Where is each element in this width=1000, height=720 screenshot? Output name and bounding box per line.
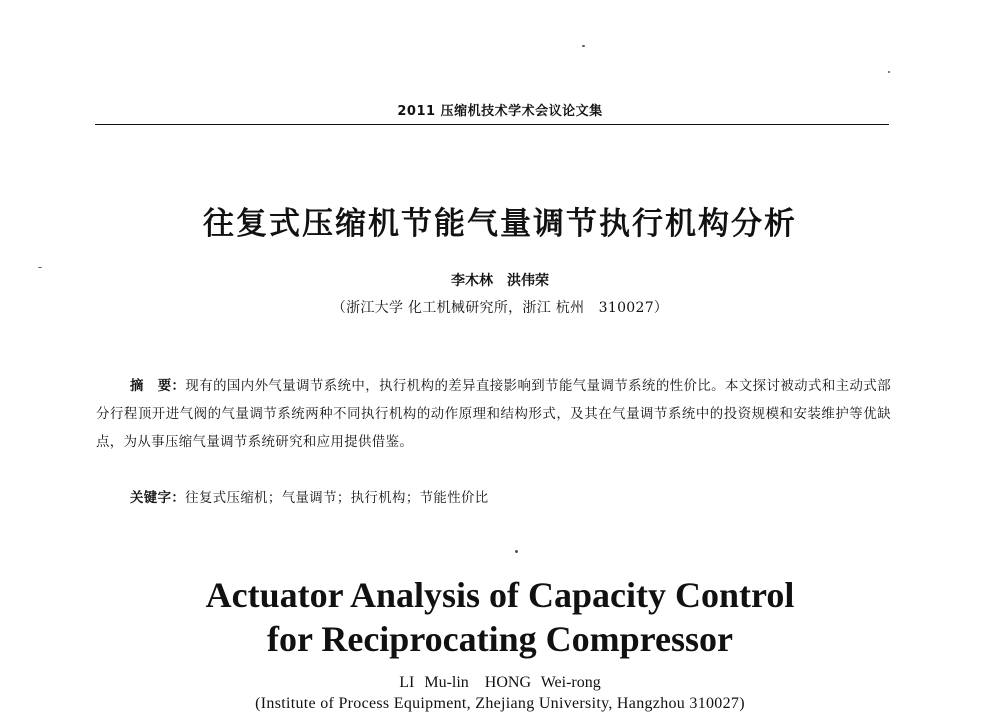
keywords-label: 关键字： xyxy=(130,491,186,506)
affiliation-chinese: （浙江大学 化工机械研究所，浙江 杭州 310027） xyxy=(331,300,669,316)
keywords-text: 往复式压缩机；气量调节；执行机构；节能性价比 xyxy=(185,491,489,506)
keywords-paragraph xyxy=(96,485,891,513)
abstract-text: 现有的国内外气量调节系统中，执行机构的差异直接影响到节能气量调节系统的性价比。本文探讨被动式和主动式部分行程顶开进气阀的气量调节系统两种不同执行机构的动作原理和结构形式，及其在气量调节系统中的投资规模和安装维护等优缺点，为从事压缩气量调节系统研究和应用提供借鉴。 xyxy=(96,379,891,450)
header-rule xyxy=(95,124,889,125)
authors-chinese: 李木林 洪伟荣 xyxy=(451,273,549,289)
abstract-label: 摘 要： xyxy=(130,379,186,394)
title-en-line-1: Actuator Analysis of Capacity Control xyxy=(205,575,795,615)
page-title-chinese: 往复式压缩机节能气量调节执行机构分析 xyxy=(203,206,797,242)
proceedings-header: 2011 压缩机技术学术会议论文集 xyxy=(397,104,603,119)
page-title-english xyxy=(0,573,1000,661)
scan-speck xyxy=(38,267,42,268)
authors-english: LI Mu-lin HONG Wei-rong xyxy=(399,674,601,691)
abstract-paragraph xyxy=(96,373,891,457)
affiliation-english: (Institute of Process Equipment, Zhejiang University, Hangzhou 310027) xyxy=(255,695,745,712)
scan-speck xyxy=(582,45,585,47)
scan-speck xyxy=(515,550,518,553)
title-en-line-2: for Reciprocating Compressor xyxy=(267,619,733,659)
scan-speck xyxy=(888,71,890,73)
